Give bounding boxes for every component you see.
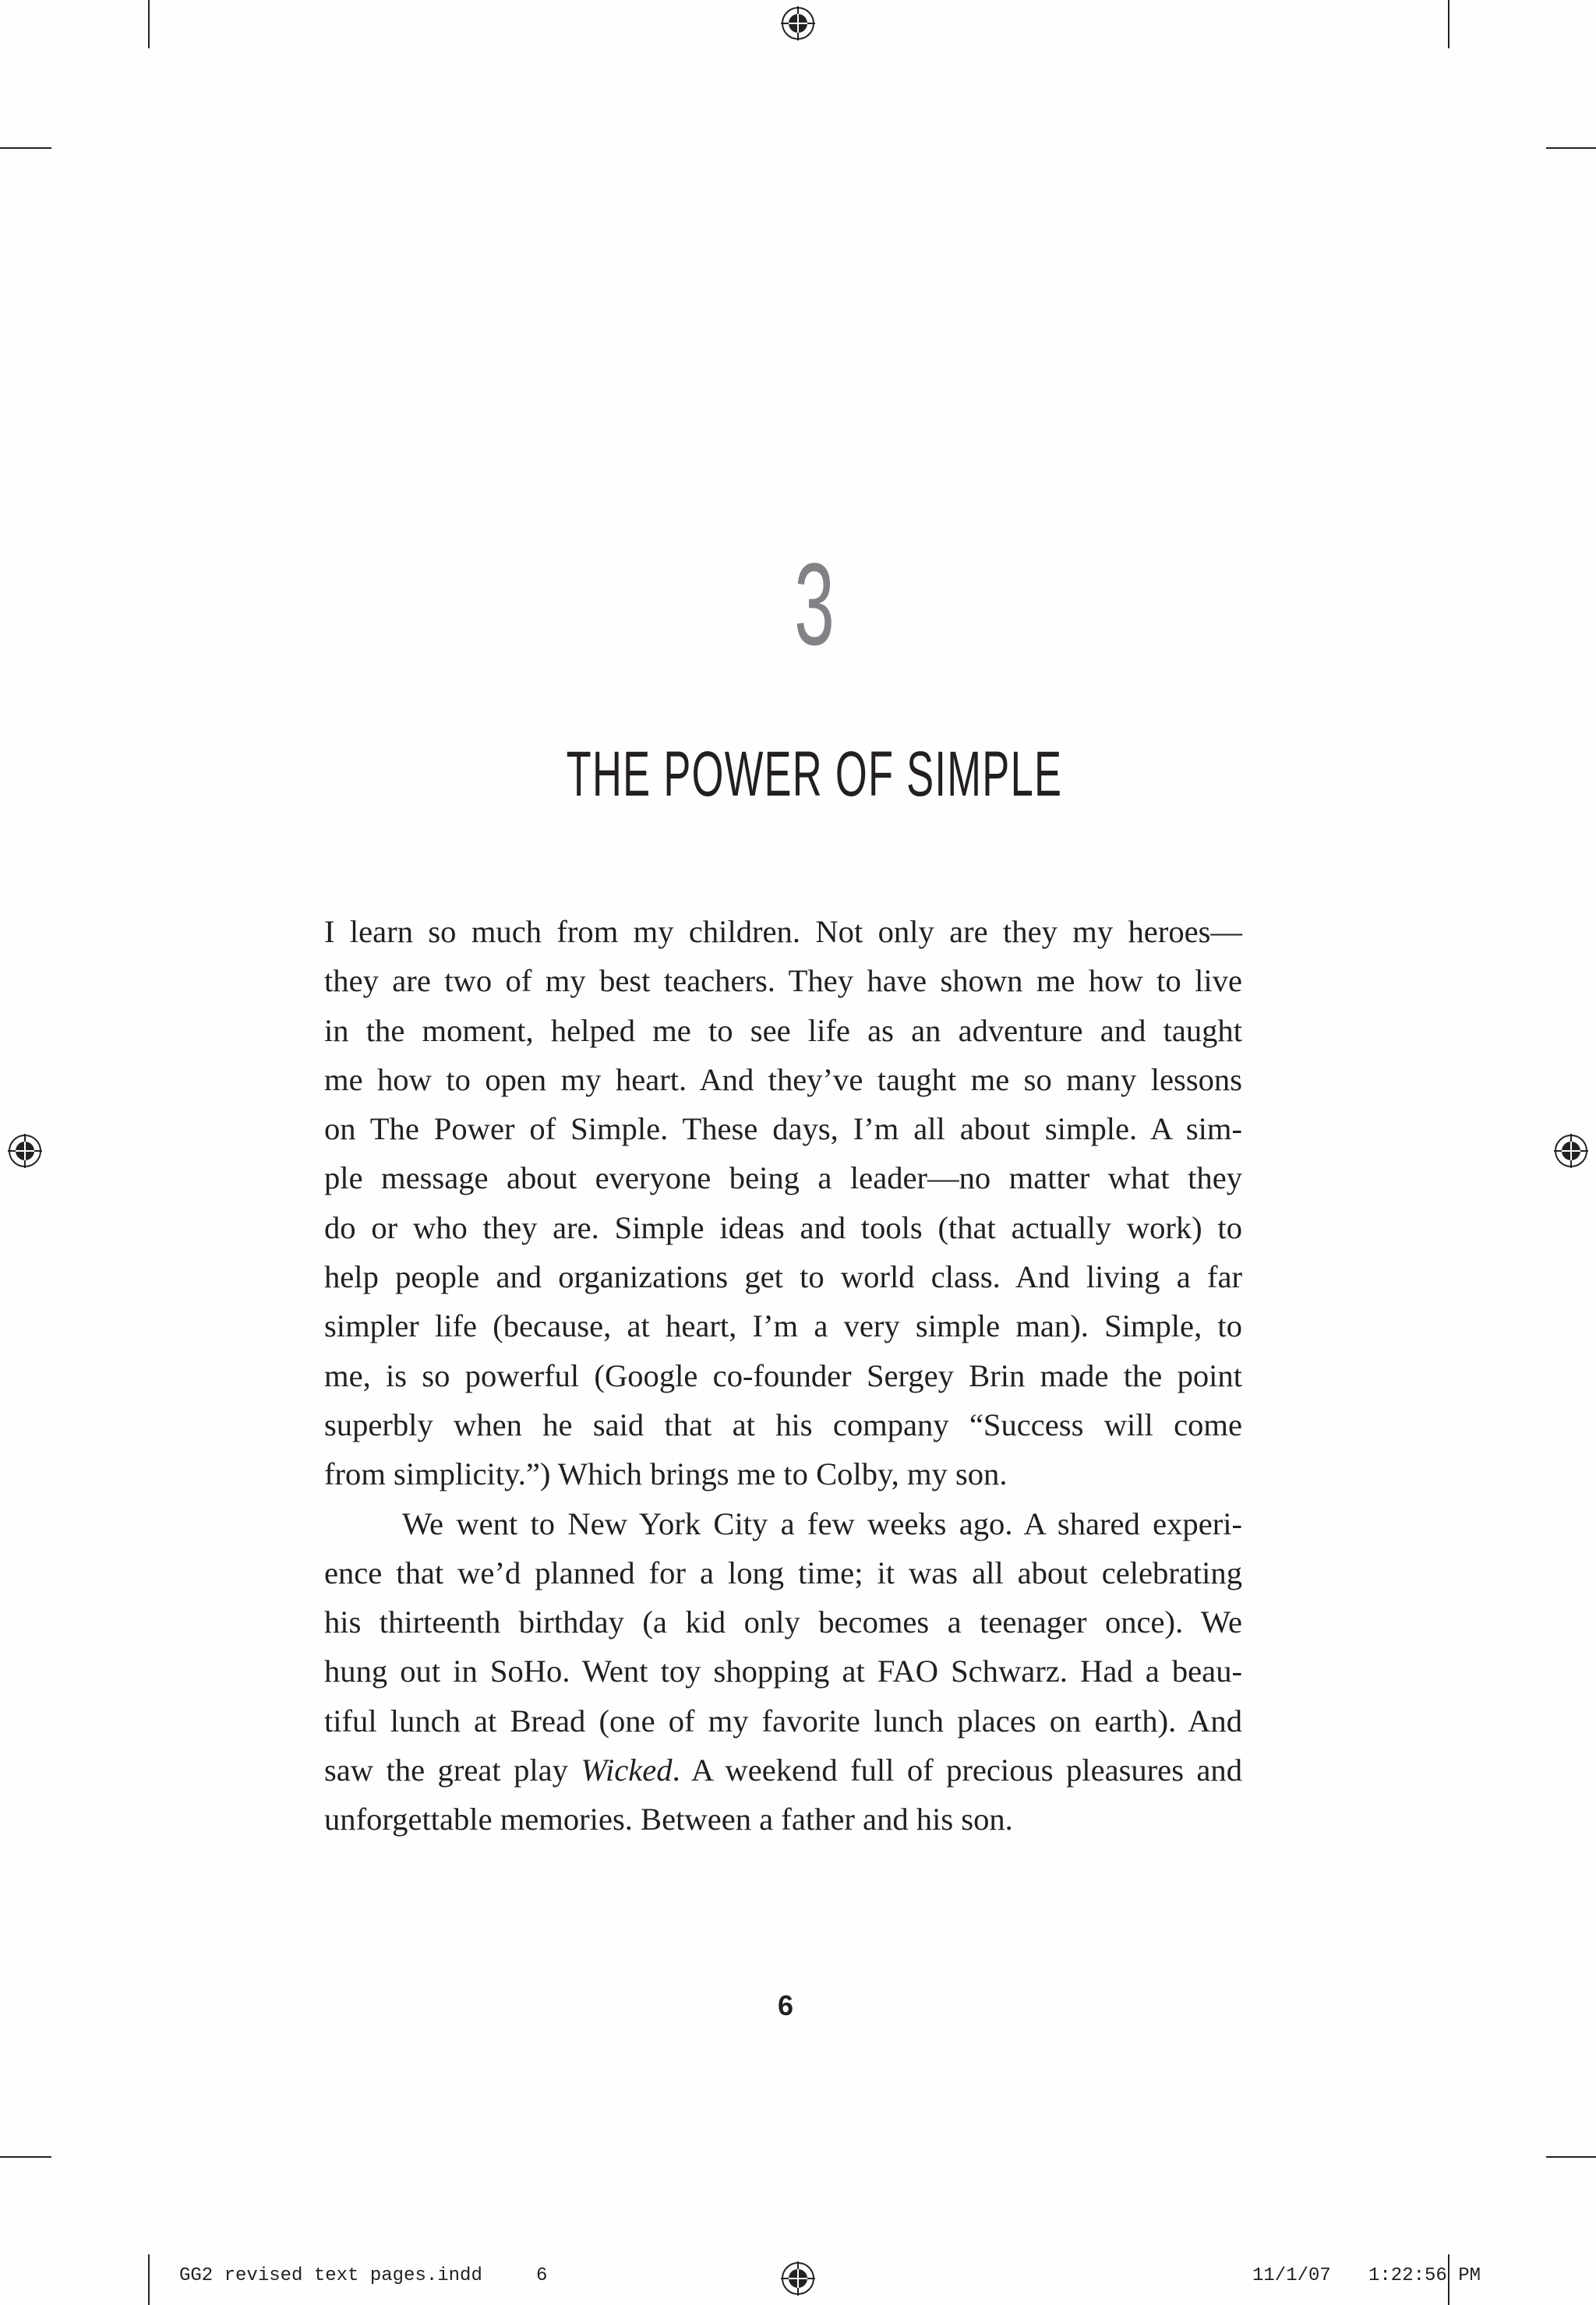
crop-mark-bottom-left-vertical [148,2254,150,2305]
paragraph-1-line: from simplicity.”) Which brings me to Colby, my son. [324,1456,1008,1492]
paragraph-1-line: me how to open my heart. And they’ve taught me so many lessons [324,1061,1242,1097]
text-segment: . A weekend full of precious pleasures and [672,1753,1243,1788]
paragraph-1-line: on The Power of Simple. These days, I’m all about simple. A sim- [324,1111,1242,1147]
paragraph-1-line: ple message about everyone being a leader—no matter what they [324,1160,1242,1196]
paragraph-1-line: superbly when he said that at his company “Success will come [324,1407,1242,1442]
paragraph-2-line: hung out in SoHo. Went toy shopping at FAO Schwarz. Had a beau- [324,1654,1242,1689]
paragraph-2-line: his thirteenth birthday (a kid only becomes a teenager once). We [324,1604,1242,1640]
crop-mark-top-right-horizontal [1546,147,1596,149]
body-text [324,907,1242,1844]
page-number: 6 [777,1989,794,2021]
paragraph-1-line: I learn so much from my children. Not only are they my heroes— [324,914,1242,949]
italic-title: Wicked [581,1753,673,1788]
crop-mark-top-left-horizontal [0,147,51,149]
registration-mark-left-icon [8,1134,42,1168]
paragraph-1-line: do or who they are. Simple ideas and tools (that actually work) to [324,1209,1242,1245]
crop-mark-bottom-right-horizontal [1546,2156,1596,2158]
slug-filename: GG2 revised text pages.indd [179,2265,482,2286]
registration-mark-top-icon [781,6,815,41]
paragraph-1-line: help people and organizations get to world class. And living a far [324,1259,1242,1295]
text-segment: saw the great play [324,1753,581,1788]
slug-time: 1:22:56 PM [1368,2265,1481,2286]
chapter-number: 3 [794,538,835,669]
paragraph-1-line: they are two of my best teachers. They have shown me how to live [324,963,1242,999]
paragraph-1-line: in the moment, helped me to see life as an adventure and taught [324,1012,1242,1048]
paragraph-2-line: ence that we’d planned for a long time; it was all about celebrating [324,1555,1242,1590]
crop-mark-top-left-vertical [148,0,150,48]
slug-page: 6 [536,2265,548,2286]
paragraph-2-line: We went to New York City a few weeks ago. A shared experi- [402,1505,1242,1541]
slug-date: 11/1/07 [1252,2265,1331,2286]
paragraph-1-line: simpler life (because, at heart, I’m a very simple man). Simple, to [324,1308,1242,1344]
crop-mark-top-right-vertical [1448,0,1449,48]
registration-mark-bottom-icon [781,2261,815,2296]
paragraph-2-line: unforgettable memories. Between a father and his son. [324,1802,1013,1837]
paragraph-2-line: tiful lunch at Bread (one of my favorite lunch places on earth). And [324,1703,1242,1738]
paragraph-2-line [324,1746,1242,1795]
registration-mark-right-icon [1554,1134,1588,1168]
paragraph-1-line: me, is so powerful (Google co-founder Sergey Brin made the point [324,1357,1242,1393]
chapter-title: THE POWER OF SIMPLE [566,739,1063,810]
crop-mark-bottom-left-horizontal [0,2156,51,2158]
